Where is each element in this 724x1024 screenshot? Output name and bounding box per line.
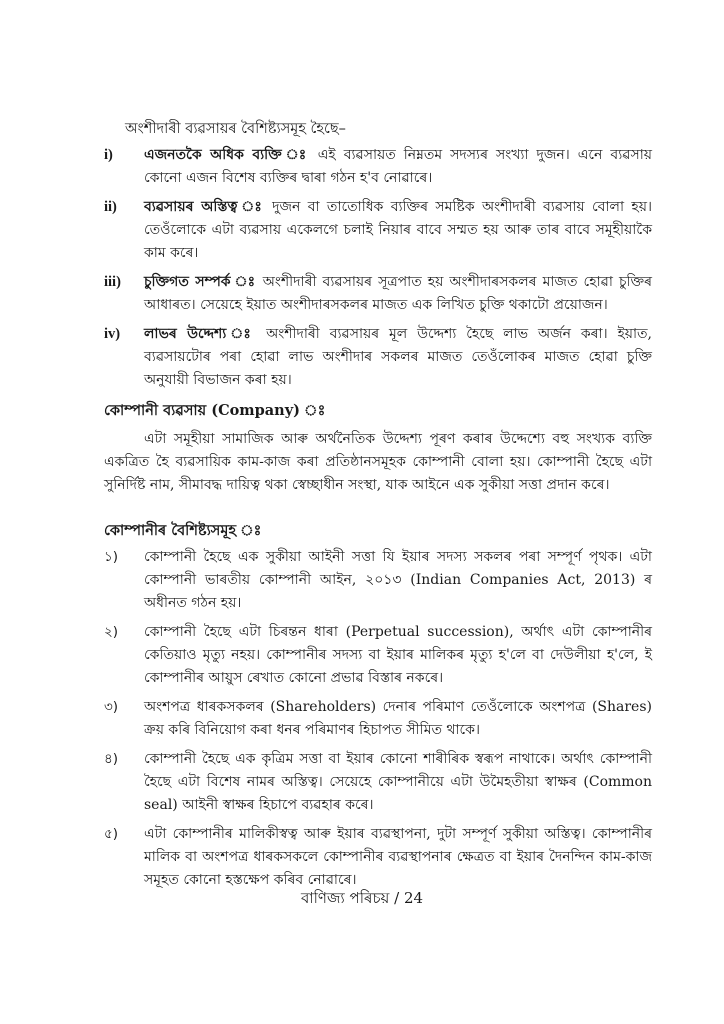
- item-marker: ii): [104, 199, 117, 215]
- list-item: [104, 823, 652, 892]
- list-item: [104, 196, 652, 265]
- company-paragraph: এটা সমূহীয়া সামাজিক আৰু অৰ্থনৈতিক উদ্দেশ্য পূৰণ কৰাৰ উদ্দেশ্যে বহু সংখ্যক ব্যক্তি একত্ৰিত হৈ ব্যৱসায়িক কাম-কাজ কৰা প্ৰতিষ্ঠানসমূহক কোম্পানী বোলা হয়। কোম্পানী হৈছে এটা সুনিৰ্দিষ্ট নাম, সীমাবদ্ধ দায়িত্ব থকা স্বেচ্ছাধীন সংস্থা, যাক আইনে এক সুকীয়া সত্তা প্ৰদান কৰে।: [104, 431, 652, 493]
- item-text: কোম্পানী হৈছে এক কৃত্ৰিম সত্তা বা ইয়াৰ কোনো শাৰীৰিক স্বৰূপ নাথাকে। অৰ্থাৎ কোম্পানী হৈছে এটা বিশেষ নামৰ অস্তিত্ব। সেয়েহে কোম্পানীয়ে এটা উমৈহতীয়া স্বাক্ষৰ (Common seal) আইনী স্বাক্ষৰ হিচাপে ব্যৱহাৰ কৰে।: [144, 751, 652, 813]
- page-footer: বাণিজ্য পৰিচয় / 24: [300, 889, 424, 907]
- item-text: [144, 144, 652, 190]
- item-body: অংশীদাৰী ব্যৱসায়ৰ সূত্ৰপাত হয় অংশীদাৰসকলৰ মাজত হোৱা চুক্তিৰ আধাৰত। সেয়েহে ইয়াত অংশীদাৰসকলৰ মাজত এক লিখিত চুক্তি থকাটো প্ৰয়োজন।: [144, 274, 652, 313]
- item-term: চুক্তিগত সম্পৰ্ক ঃ: [144, 274, 257, 290]
- item-text: [144, 196, 652, 265]
- item-marker: ১): [104, 549, 119, 565]
- list-item: [104, 546, 652, 615]
- list-item: [104, 271, 652, 317]
- item-term: ব্যৱসায়ৰ অস্তিত্ব ঃ: [144, 199, 265, 215]
- item-marker: iii): [104, 274, 121, 290]
- list-item: [104, 621, 652, 690]
- list-item: [104, 748, 652, 817]
- item-marker: ৩): [104, 699, 119, 715]
- item-text: কোম্পানী হৈছে এটা চিৰন্তন ধাৰা (Perpetual succession), অৰ্থাৎ এটা কোম্পানীৰ কেতিয়াও মৃত্যু নহয়। কোম্পানীৰ সদস্য বা ইয়াৰ মালিকৰ মৃত্যু হ'লে বা দেউলীয়া হ'লে, ই কোম্পানীৰ আয়ুস ৰেখাত কোনো প্ৰভাৱ বিস্তাৰ নকৰে।: [144, 624, 652, 686]
- item-text: অংশপত্ৰ ধাৰকসকলৰ (Shareholders) দেনাৰ পৰিমাণ তেওঁলোকে অংশপত্ৰ (Shares) ক্ৰয় কৰি বিনিয়োগ কৰা ধনৰ পৰিমাণৰ হিচাপত সীমিত থাকে।: [144, 699, 652, 738]
- item-body: এই ব্যৱসায়ত নিম্নতম সদস্যৰ সংখ্যা দুজন। এনে ব্যৱসায় কোনো এজন বিশেষ ব্যক্তিৰ দ্বাৰা গঠন হ'ব নোৱাৰে।: [144, 147, 653, 186]
- list-item: [104, 144, 652, 190]
- item-body: দুজন বা তাতোধিক ব্যক্তিৰ সমষ্টিক অংশীদাৰী ব্যৱসায় বোলা হয়। তেওঁলোকে এটা ব্যৱসায় একেলগে চলাই নিয়াৰ বাবে সম্মত হয় আৰু তাৰ বাবে সমূহীয়াকৈ কাম কৰে।: [144, 199, 652, 261]
- item-text: কোম্পানী হৈছে এক সুকীয়া আইনী সত্তা যি ইয়াৰ সদস্য সকলৰ পৰা সম্পূৰ্ণ পৃথক। এটা কোম্পানী ভাৰতীয় কোম্পানী আইন, ২০১৩ (Indian Companies Act, 2013) ৰ অধীনত গঠন হয়।: [144, 549, 652, 611]
- item-marker: i): [104, 147, 113, 163]
- item-marker: ২): [104, 624, 119, 640]
- list-item: [104, 323, 652, 392]
- item-body: অংশীদাৰী ব্যৱসায়ৰ মূল উদ্দেশ্য হৈছে লাভ অৰ্জন কৰা। ইয়াত, ব্যৱসায়টোৰ পৰা হোৱা লাভ অংশীদাৰ সকলৰ মাজত তেওঁলোকৰ মাজত হোৱা চুক্তি অনুযায়ী বিভাজন কৰা হয়।: [144, 326, 652, 388]
- item-text: এটা কোম্পানীৰ মালিকীস্বত্ব আৰু ইয়াৰ ব্যৱস্থাপনা, দুটা সম্পূৰ্ণ সুকীয়া অস্তিত্ব। কোম্পানীৰ মালিক বা অংশপত্ৰ ধাৰকসকলে কোম্পানীৰ ব্যৱস্থাপনাৰ ক্ষেত্ৰত বা ইয়াৰ দৈনন্দিন কাম-কাজ সমূহত কোনো হস্তক্ষেপ কৰিব নোৱাৰে।: [144, 826, 652, 888]
- item-marker: iv): [104, 326, 121, 342]
- intro-line: অংশীদাৰী ব্যৱসায়ৰ বৈশিষ্ট্যসমূহ হৈছে–: [125, 121, 346, 137]
- company-features-list: [104, 546, 652, 898]
- company-heading: কোম্পানী ব্যৱসায় (Company) ঃ: [104, 402, 326, 419]
- item-marker: ৪): [104, 751, 119, 767]
- company-features-heading: কোম্পানীৰ বৈশিষ্ট্যসমূহ ঃ: [104, 522, 262, 539]
- item-term: লাভৰ উদ্দেশ্য ঃ: [144, 326, 257, 342]
- item-text: [144, 271, 652, 317]
- list-item: [104, 696, 652, 742]
- item-text: [144, 323, 652, 392]
- partnership-features-list: [104, 144, 652, 398]
- item-term: এজনতকৈ অধিক ব্যক্তি ঃ: [144, 147, 310, 163]
- item-marker: ৫): [104, 826, 119, 842]
